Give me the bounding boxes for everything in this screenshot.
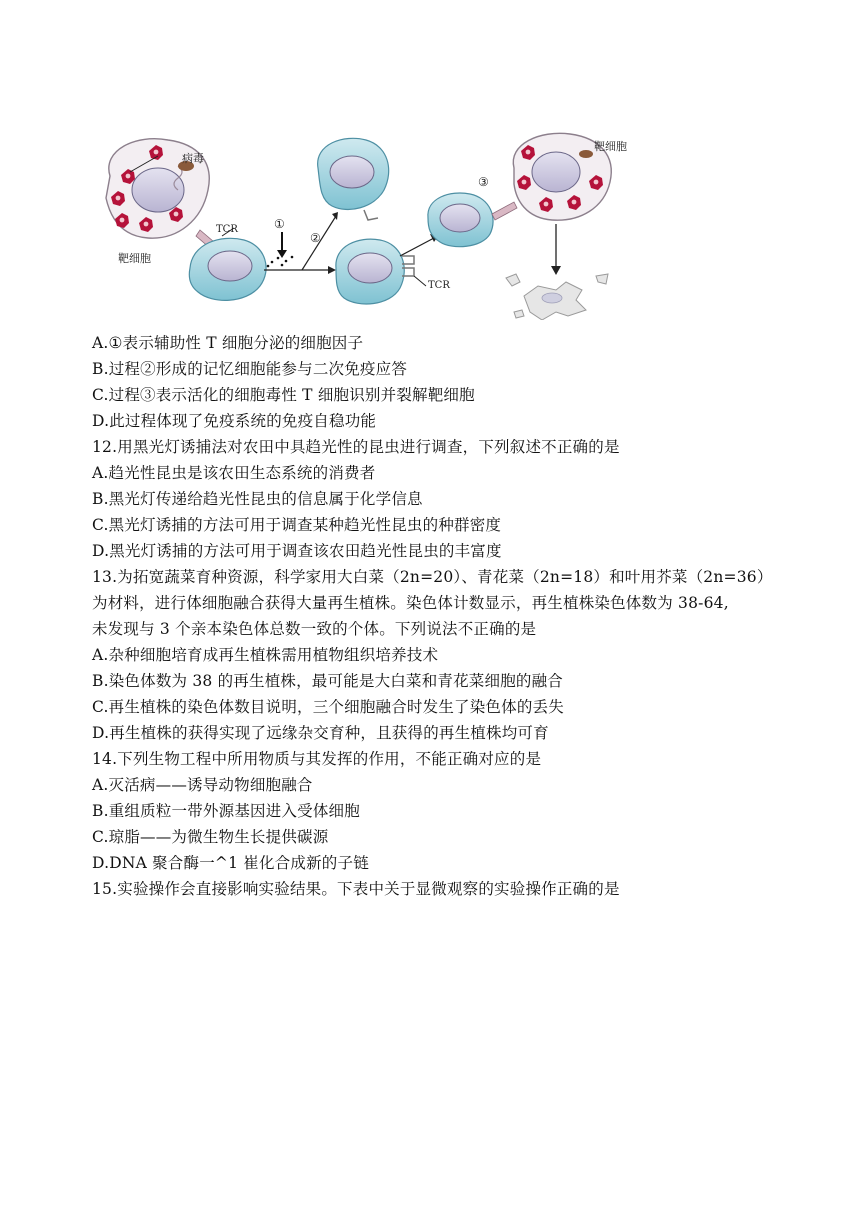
question-12-stem: 12.用黑光灯诱捕法对农田中具趋光性的昆虫进行调查，下列叙述不正确的是 — [92, 438, 620, 456]
option-c-q11: C.过程③表示活化的细胞毒性 T 细胞识别并裂解靶细胞 — [92, 386, 475, 404]
option-b-q11: B.过程②形成的记忆细胞能参与二次免疫应答 — [92, 360, 408, 378]
option-a-q14: A.灭活病——诱导动物细胞融合 — [92, 776, 313, 794]
label-tcr-top: TCR — [216, 224, 238, 235]
label-step2: ② — [310, 231, 321, 245]
option-b-q12: B.黑光灯传递给趋光性昆虫的信息属于化学信息 — [92, 490, 423, 508]
activated-t-cell — [336, 239, 414, 304]
option-b-q13: B.染色体数为 38 的再生植株，最可能是大白菜和青花菜细胞的融合 — [92, 672, 563, 690]
question-13-stem-line3: 未发现与 3 个亲本染色体总数一致的个体。下列说法不正确的是 — [92, 620, 537, 638]
immune-response-figure — [96, 128, 656, 320]
memory-cell — [318, 138, 389, 220]
cytokine-dots — [267, 256, 294, 268]
option-d-q11: D.此过程体现了免疫系统的免疫自稳功能 — [92, 412, 377, 430]
cytotoxic-t-cell — [428, 193, 493, 247]
question-14-stem: 14.下列生物工程中所用物质与其发挥的作用，不能正确对应的是 — [92, 750, 542, 768]
option-d-q14: D.DNA 聚合酶一^1 崔化合成新的子链 — [92, 854, 369, 872]
question-13-stem-line2: 为材料，进行体细胞融合获得大量再生植株。染色体计数显示，再生植株染色体数为 38-64, — [92, 594, 729, 612]
option-a-q13: A.杂种细胞培育成再生植株需用植物组织培养技术 — [92, 646, 439, 664]
question-text — [92, 330, 792, 902]
option-c-q13: C.再生植株的染色体数目说明，三个细胞融合时发生了染色体的丢失 — [92, 698, 564, 716]
figure-drawing — [96, 128, 656, 320]
label-step3: ③ — [478, 175, 489, 189]
option-a-q12: A.趋光性昆虫是该农田生态系统的消费者 — [92, 464, 376, 482]
label-target-right: 靶细胞 — [594, 140, 627, 153]
label-step1: ① — [274, 217, 285, 231]
option-a-q11: A.①表示辅助性 T 细胞分泌的细胞因子 — [92, 334, 364, 352]
label-target-left: 靶细胞 — [118, 252, 151, 265]
label-virus: 病毒 — [182, 152, 204, 165]
option-c-q12: C.黑光灯诱捕的方法可用于调查某种趋光性昆虫的种群密度 — [92, 516, 502, 534]
option-b-q14: B.重组质粒一带外源基因进入受体细胞 — [92, 802, 360, 820]
option-d-q12: D.黑光灯诱捕的方法可用于调查该农田趋光性昆虫的丰富度 — [92, 542, 502, 560]
option-c-q14: C.琼脂——为微生物生长提供碳源 — [92, 828, 329, 846]
label-tcr-bottom: TCR — [428, 280, 450, 291]
question-13-stem-line1: 13.为拓宽蔬菜育种资源，科学家用大白菜（2n=20）、青花菜（2n=18）和叶用芥菜（2n=36） — [92, 568, 773, 586]
question-15-stem: 15.实验操作会直接影响实验结果。下表中关于显微观察的实验操作正确的是 — [92, 880, 620, 898]
t-cell-left — [189, 238, 266, 300]
option-d-q13: D.再生植株的获得实现了远缘杂交育种，且获得的再生植株均可育 — [92, 724, 549, 742]
